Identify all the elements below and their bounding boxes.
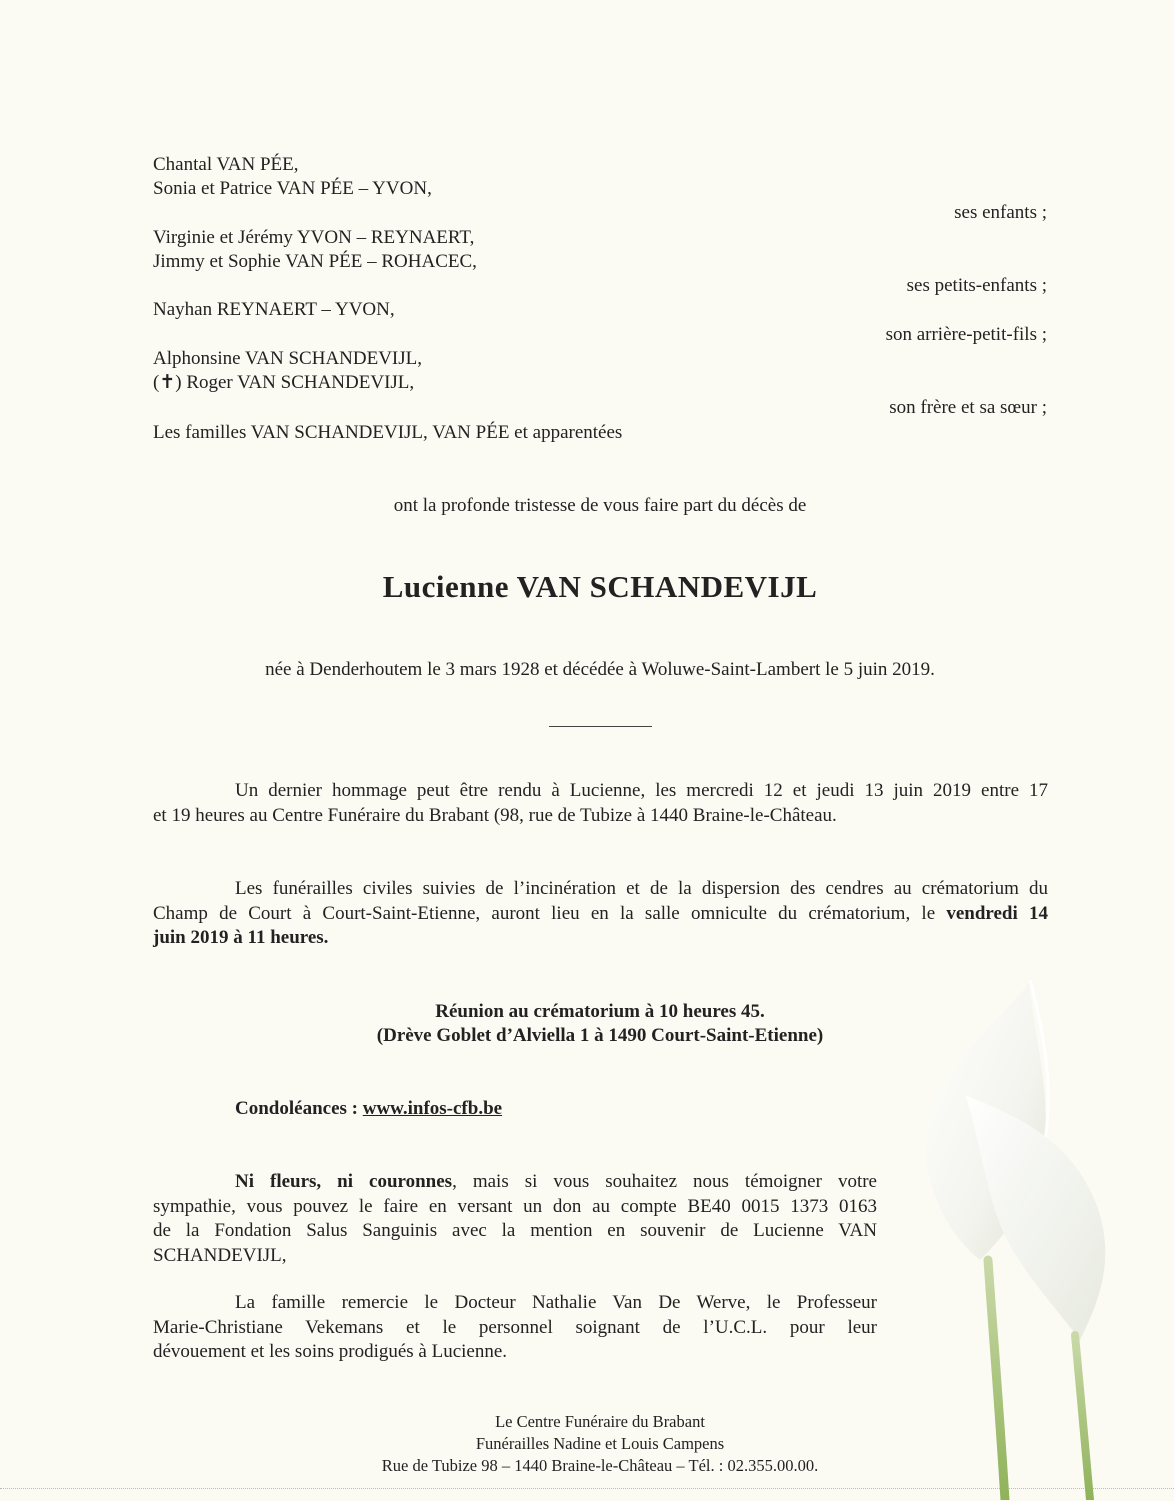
siblings-line-2: (✝) Roger VAN SCHANDEVIJL, [153,372,415,393]
funeral-line-2-text: Champ de Court à Court-Saint-Etienne, auront lieu en la salle omniculte du crématorium, le [153,902,936,924]
thanks-line-3: dévouement et les soins prodigués à Lucienne. [153,1341,508,1362]
calla-lily-icon [880,960,1140,1500]
condolences [235,1097,502,1121]
flowers-bold: Ni fleurs, ni couronnes [235,1171,453,1192]
birth-death-line: née à Denderhoutem le 3 mars 1928 et décédée à Woluwe-Saint-Lambert le 5 juin 2019. [265,659,935,680]
children-label: ses enfants ; [954,202,1047,223]
flowers-line-3: de la Fondation Salus Sanguinis avec la mention en souvenir de Lucienne VAN [153,1220,877,1241]
footer-line-2: Funérailles Nadine et Louis Campens [475,1434,725,1453]
meeting-line-1: Réunion au crématorium à 10 heures 45. [435,1001,765,1022]
funeral-time-bold: juin 2019 à 11 heures. [153,927,329,948]
flowers-paragraph [153,1170,877,1268]
condolences-label: Condoléances : [235,1098,358,1119]
children-line-1: Chantal VAN PÉE, [153,154,299,175]
meeting-line-2: (Drève Goblet d’Alviella 1 à 1490 Court-Saint-Etienne) [376,1025,824,1046]
funeral-paragraph [153,877,1048,951]
flowers-line-1-text: , mais si vous souhaitez nous témoigner votre [452,1171,877,1192]
flowers-line-4: SCHANDEVIJL, [153,1244,287,1266]
grandchildren-label: ses petits-enfants ; [906,275,1047,296]
funeral-line-3 [153,926,1048,951]
siblings-label: son frère et sa sœur ; [889,397,1047,418]
deceased-name: Lucienne VAN SCHANDEVIJL [382,569,818,604]
flowers-line-1 [153,1170,877,1195]
condolences-link[interactable]: www.infos-cfb.be [362,1098,503,1119]
greatgrandchild-line: Nayhan REYNAERT – YVON, [153,299,395,320]
thanks-line-1: La famille remercie le Docteur Nathalie Van De Werve, le Professeur [235,1292,877,1313]
funeral-line-1: Les funérailles civiles suivies de l’incinération et de la dispersion des cendres au crématorium du [235,878,1048,899]
funeral-date-bold: vendredi 14 [946,902,1048,924]
flowers-line-2: sympathie, vous pouvez le faire en versant un don au compte BE40 0015 1373 0163 [153,1195,877,1217]
tribute-paragraph [153,779,1048,828]
thanks-line-2: Marie-Christiane Vekemans et le personnel soignant de l’U.C.L. pour leur [153,1316,877,1338]
grandchildren-line-2: Jimmy et Sophie VAN PÉE – ROHACEC, [153,251,477,272]
siblings-line-1: Alphonsine VAN SCHANDEVIJL, [153,348,423,369]
grandchildren-line-1: Virginie et Jérémy YVON – REYNAERT, [153,227,475,248]
children-line-2: Sonia et Patrice VAN PÉE – YVON, [153,178,432,199]
separator-line [549,726,652,727]
tribute-line-2: et 19 heures au Centre Funéraire du Brabant (98, rue de Tubize à 1440 Braine-le-Château. [153,804,837,826]
tribute-line-1: Un dernier hommage peut être rendu à Lucienne, les mercredi 12 et jeudi 13 juin 2019 entre 17 [235,780,1048,801]
footer-line-1: Le Centre Funéraire du Brabant [495,1412,705,1431]
footer-line-3: Rue de Tubize 98 – 1440 Braine-le-Château – Tél. : 02.355.00.00. [381,1456,819,1475]
funeral-line-2 [153,902,1048,927]
greatgrandchild-label: son arrière-petit-fils ; [885,324,1047,345]
thanks-paragraph [153,1291,877,1365]
announcement: ont la profonde tristesse de vous faire part du décès de [393,495,807,516]
families-line: Les familles VAN SCHANDEVIJL, VAN PÉE et apparentées [153,422,623,443]
